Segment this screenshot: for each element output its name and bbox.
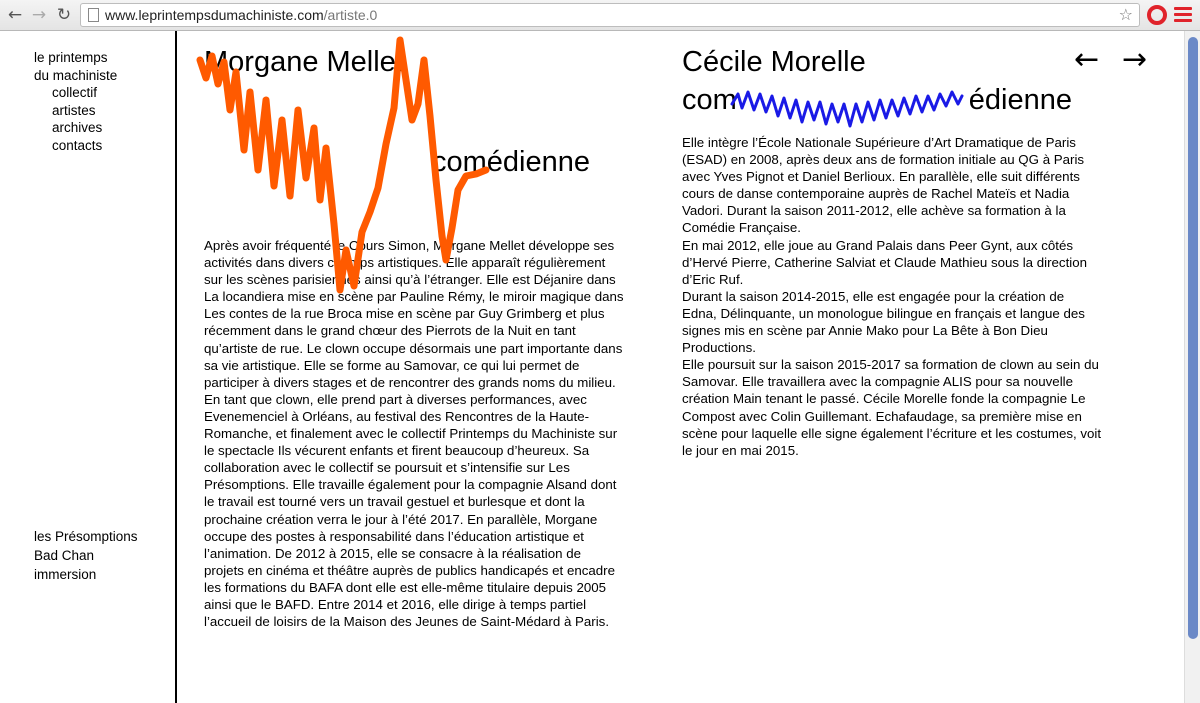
projects-navigation xyxy=(34,527,138,584)
nav-item-artistes[interactable]: artistes xyxy=(52,102,96,118)
project-link-presomptions[interactable]: les Présomptions xyxy=(34,529,138,544)
project-link-bad-chan[interactable]: Bad Chan xyxy=(34,548,95,563)
bio-paragraph: En mai 2012, elle joue au Grand Palais dans Peer Gynt, aux côtés d’Hervé Pierre, Catherine Salviat et Claude Mathieu sous la direction d’Eric Ruf. xyxy=(682,237,1088,287)
artist-name-cecile: Cécile Morelle xyxy=(682,46,866,78)
menu-icon[interactable] xyxy=(1174,7,1192,23)
artist-name-morgane: Morgane Mellet xyxy=(204,46,404,78)
scrollbar-thumb[interactable] xyxy=(1188,37,1198,639)
project-link-immersion[interactable]: immersion xyxy=(34,567,97,582)
star-icon[interactable]: ☆ xyxy=(1118,5,1133,24)
opera-icon[interactable] xyxy=(1147,5,1167,25)
column-divider xyxy=(175,31,177,703)
bio-paragraph: Durant la saison 2014-2015, elle est engagée pour la création de Edna, Délinquante, un monologue bilingue en français et langue des signes mis en scène par Annie Mako pour La Bête à Bon Dieu Productions. xyxy=(682,288,1085,356)
vertical-scrollbar[interactable] xyxy=(1184,31,1200,703)
address-bar[interactable] xyxy=(80,3,1140,27)
role-text-end: édienne xyxy=(968,84,1073,116)
site-title-link[interactable]: le printemps du machiniste xyxy=(34,50,118,83)
bio-paragraph: Elle poursuit sur la saison 2015-2017 sa formation de clown au sein du Samovar. Elle travaillera avec la compagnie ALIS pour sa nouvelle création Main tenant le passé. Cécile Morelle fonde la compagnie Le Compost avec Colin Guillemant. Echafaudage, sa première mise en scène pour laquelle elle signe également l’écriture et les costumes, voit le jour en mai 2015. xyxy=(682,357,1102,458)
prev-artist-arrow-icon[interactable]: ← xyxy=(1074,42,1100,77)
browser-toolbar xyxy=(0,0,1200,31)
role-text-start: com xyxy=(682,84,737,116)
artist-role-morgane: comédienne xyxy=(432,146,590,178)
page-icon xyxy=(88,8,99,22)
artist-role-cecile xyxy=(682,84,1082,117)
bio-paragraph: Elle intègre l’École Nationale Supérieure d’Art Dramatique de Paris (ESAD) en 2008, après deux ans de formation initiale au QG à Paris avec Yves Pignot et Daniel Berlioux. En parallèle, elle suit différents cours de danse contemporaine auprès de Rachel Mateïs et Nadia Vadori. Durant la saison 2011-2012, elle achève sa formation à la Comédie Française. xyxy=(682,135,1085,236)
artist-bio-cecile xyxy=(682,134,1102,459)
site-navigation xyxy=(34,49,117,154)
forward-arrow-icon[interactable]: → xyxy=(31,5,47,25)
artist-bio-morgane xyxy=(204,237,624,630)
url-text[interactable]: www.leprintempsdumachiniste.com/artiste.0 xyxy=(105,7,378,23)
bio-paragraph: Après avoir fréquenté le Cours Simon, Morgane Mellet développe ses activités dans divers champs artistiques. Elle apparaît régulièrement sur les scènes parisiennes ainsi qu’à l’étranger. Elle est Déjanire dans La locandiera mise en scène par Pauline Rémy, le miroir magique dans Les contes de la rue Broca mise en scène par Guy Grimberg et plus récemment dans le grand chœur des Pierrots de la Nuit en tant qu’artiste de rue. Le clown occupe désormais une part importante dans sa vie artistique. Elle se forme au Samovar, ce qui lui permet de participer à divers stages et de rencontrer des grands noms du milieu. En tant que clown, elle prend part à diverses performances, avec Evenemenciel à Orléans, au festival des Rencontres de la Haute-Romanche, et finalement avec le collectif Printemps du Machiniste sur le spectacle Ils vécurent enfants et firent beaucoup d’heureux. Sa collaboration avec le collectif se poursuit et s’intensifie sur Les Présomptions. Elle travaille également pour la compagnie Alsand dont le travail est tourné vers un travail gestuel et burlesque et dont la prochaine création verra le jour à l’été 2017. En parallèle, Morgane occupe des postes à responsabilité dans l’éducation artistique et l’animation. De 2012 à 2015, elle se consacre à la réalisation de projets en cinéma et théâtre auprès de publics handicapés et encadre les formations du BAFA dont elle est elle-même titulaire depuis 2005 ainsi que le BAFD. Entre 2014 et 2016, elle dirige à temps partiel l’accueil de loisirs de la Maison des Jeunes de Saint-Médard à Paris. xyxy=(204,238,624,630)
reload-icon[interactable]: ↻ xyxy=(56,5,72,25)
nav-item-archives[interactable]: archives xyxy=(52,120,103,135)
nav-item-collectif[interactable]: collectif xyxy=(52,85,98,100)
back-arrow-icon[interactable]: ← xyxy=(7,5,23,25)
next-artist-arrow-icon[interactable]: → xyxy=(1122,42,1148,77)
nav-item-contacts[interactable]: contacts xyxy=(52,137,103,153)
